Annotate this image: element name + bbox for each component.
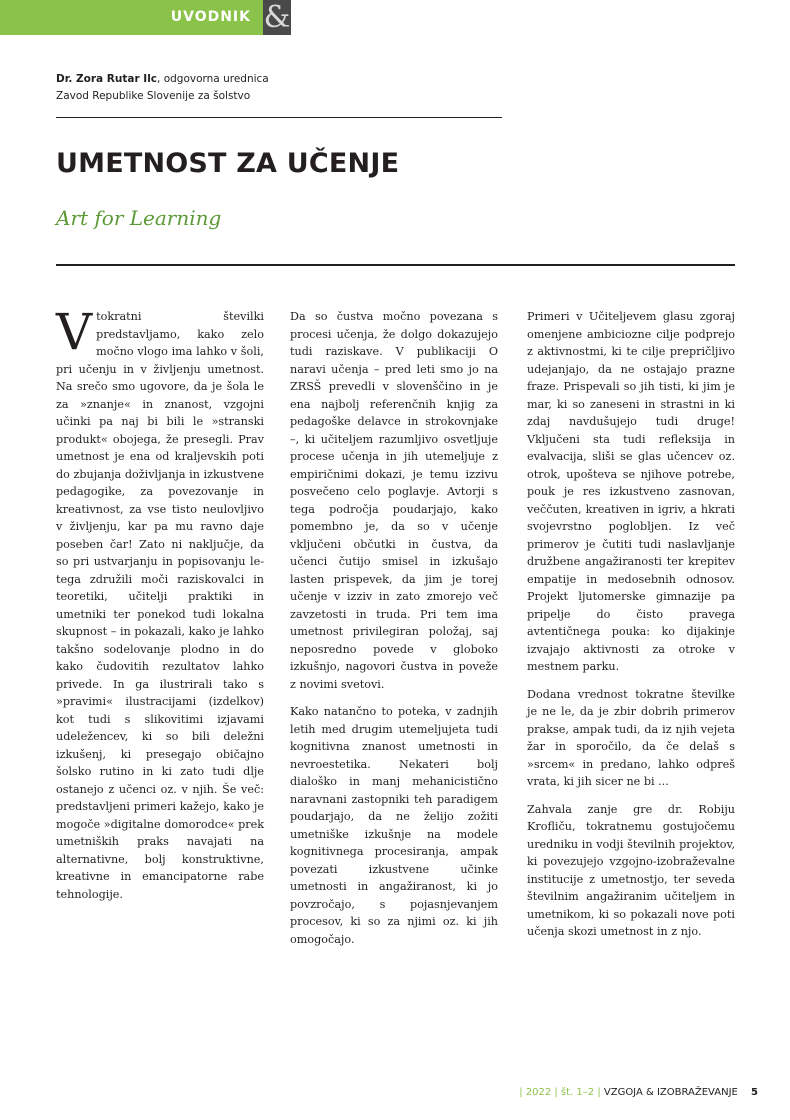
section-label: UVODNIK [170, 9, 251, 25]
footer-issue: št. 1–2 | [560, 1087, 601, 1098]
section-bar [0, 0, 263, 35]
page-number: 5 [751, 1087, 758, 1098]
article-title: UMETNOST ZA UČENJE [56, 148, 400, 179]
page-footer [519, 1087, 758, 1098]
column-1 [56, 303, 264, 913]
author-block [56, 71, 506, 105]
paragraph: Da so čustva močno povezana s procesi učenja, že dolgo dokazujejo tudi raziskave. V publikaciji O naravi učenja – pred leti smo jo na ZRSŠ prevedli v slovenščino in je ena najbolj referenčnih knjig za pedagoške delavce in strokovnjake –, ki učiteljem razumljivo osvetljuje procese učenja in jih utemeljuje z empiričnimi dokazi, je temu izzivu posvečeno celo poglavje. Avtorji s tega področja poudarjajo, kako pomembno je, da so v učenje vključeni občutki in čustva, da učenci čutijo smisel in izkušajo lasten prispevek, da jim je torej učenje v izziv in zato zmorejo več zavzetosti in truda. Pri tem ima umetnost privilegiran položaj, saj neposredno povede v globoko izkušnjo, nagovori čustva in poveže z novimi svetovi. [290, 310, 498, 691]
paragraph [56, 303, 264, 903]
paragraph: Kako natančno to poteka, v zadnjih letih med drugim utemeljujeta tudi kognitivna znanost umetnosti in nevroestetika. Nekateri bolj dialoško in manj mehanicistično naravnani zastopniki teh paradigem poudarjajo, da ne želijo zožiti umetniške izkušnje na modele kognitivnega procesiranja, ampak povezati izkustvene učinke umetnosti in angažiranost, ki jo povzročajo, s pojasnjevanjem procesov, ki so za njimi oz. ki jih omogočajo. [290, 705, 498, 946]
column-3 [527, 308, 735, 951]
article-subtitle: Art for Learning [56, 206, 222, 230]
author-role: , odgovorna urednica [157, 73, 269, 85]
paragraph: Dodana vrednost tokratne številke je ne le, da je zbir dobrih primerov prakse, ampak tudi, da iz njih vejeta žar in sporočilo, da če delaš s »srcem« in predano, lahko odpreš vrata, ki jih sicer ne bi ... [527, 687, 735, 788]
author-divider [56, 117, 502, 118]
paragraph: Primeri v Učiteljevem glasu zgoraj omenjene ambiciozne cilje podprejo z aktivnostmi, ki te cilje prepričljivo udejanjajo, da ne ostajajo prazne fraze. Prispevali so jih tisti, ki jim je mar, ki so zaneseni in strastni in ki zdaj navdušujejo tudi druge! Vključeni sta tudi refleksija in evalvacija, sliši se glas učencev oz. otrok, upošteva se njihove potrebe, pouk je res izkustveno zasnovan, veččuten, kreativen in igriv, a hkrati svojevrstno poglobljen. Iz več primerov je čutiti tudi naslavljanje družbene angažiranosti ter krepitev empatije in medosebnih odnosov. Projekt ljutomerske gimnazije pa pripelje do čisto pravega avtentičnega pouka: ko dijakinje izvajajo aktivnosti za otroke v mestnem parku. [527, 310, 735, 673]
footer-year: | 2022 | [519, 1087, 558, 1098]
author-institution: Zavod Republike Slovenije za šolstvo [56, 90, 251, 102]
title-divider [56, 264, 735, 266]
column-2 [290, 308, 498, 958]
author-name: Dr. Zora Rutar Ilc [56, 73, 158, 85]
drop-cap: V [56, 303, 93, 361]
paragraph-text: tokratni številki predstavljamo, kako zelo močno vlogo ima lahko v šoli, pri učenju in v življenju umetnost. Na srečo smo ugovore, da je šola le za »znanje« in znanost, vzgojni učinki pa naj bi bili le »stranski produkt« obojega, že presegli. Prav umetnost je ena od kraljevskih poti do zbujanja doživljanja in izkustvene pedagogike, za povezovanje in kreativnost, za vse tisto neulovljivo v življenju, kar pa mu ravno daje poseben čar! Zato ni naključje, da so pri ustvarjanju in popisovanju le-tega združili moči raziskovalci in teoretiki, učitelji praktiki in umetniki ter ponekod tudi lokalna skupnost – in pokazali, kako je lahko takšno sodelovanje plodno in do kako čudovitih rezultatov lahko privede. In ga ilustrirali tako s »pravimi« ilustracijami (izdelkov) kot tudi s slikovitimi izjavami udeležencev, ki so bili deležni izkušenj, ki presegajo običajno šolsko rutino in ki zato tudi dlje ostanejo z učenci oz. v njih. Še več: predstavljeni primeri kažejo, kako je mogoče »digitalne domorodce« prek umetniških praks navajati na alternativne, bolj konstruktivne, kreativne in emancipatorne rabe tehnologije. [56, 310, 264, 901]
paragraph: Zahvala zanje gre dr. Robiju Krofliču, tokratnemu gostujočemu uredniku in vodji številnih projektov, ki povezujejo vzgojno-izobraževalne institucije z umetnostjo, ter seveda številnim angažiranim učiteljem in umetnikom, ki so pokazali nove poti učenja skozi umetnost in z njo. [527, 802, 735, 938]
footer-journal: VZGOJA & IZOBRAŽEVANJE [603, 1087, 738, 1098]
ampersand-logo: & [263, 0, 291, 35]
author-line [56, 71, 506, 88]
